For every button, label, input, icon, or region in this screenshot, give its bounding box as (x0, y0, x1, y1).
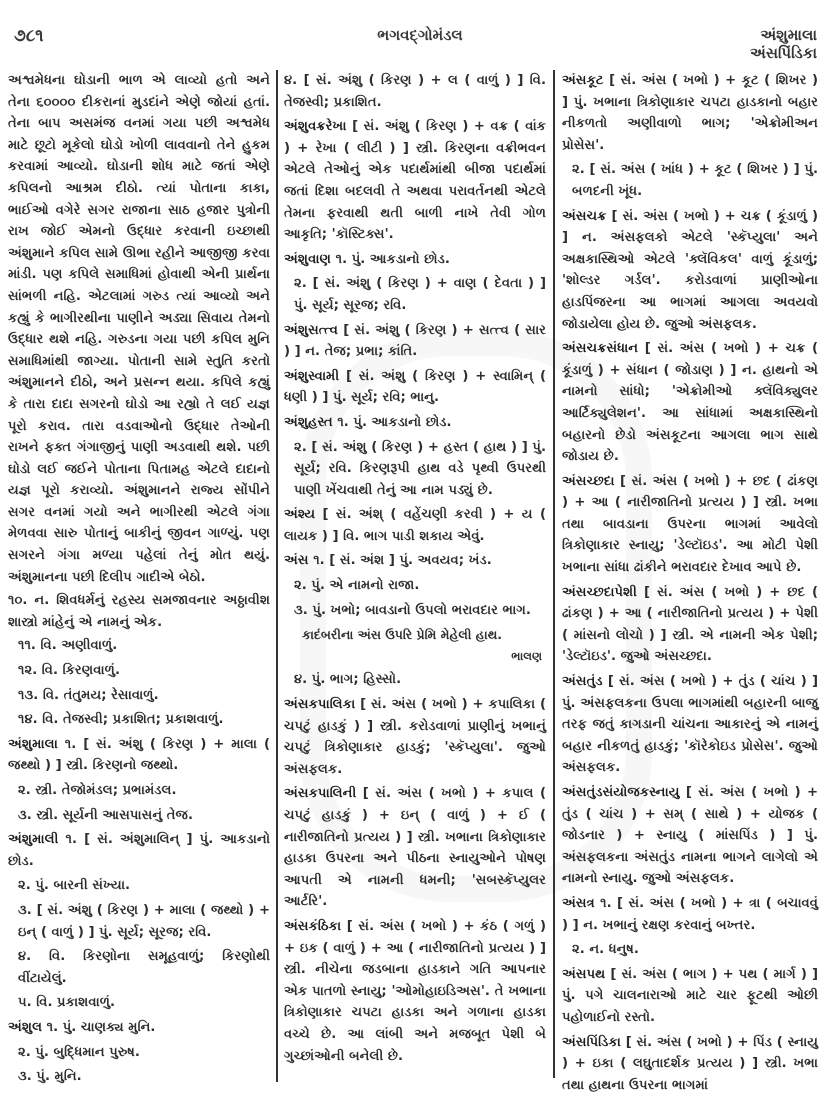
dictionary-entry (284, 320, 546, 363)
page-header (0, 0, 825, 60)
headword: અંશ્ય (284, 507, 316, 523)
headword: અંસકપાલિકા (284, 697, 356, 713)
dictionary-entry (284, 916, 546, 1067)
dictionary-entry (562, 1032, 818, 1097)
guide-word-last: અંસપિંડિકા (750, 44, 817, 62)
dictionary-entry (562, 964, 818, 1029)
dictionary-entry (8, 734, 270, 777)
dictionary-entry (562, 338, 818, 468)
column-divider (276, 70, 278, 1082)
guide-words (750, 26, 817, 62)
definition: [ સં. અંસ ( ખભો ) + તુંડ ( ચાંચ ) + સમ્ ( સાથે ) + યોજક ( જોડનાર ) + સ્નાયુ ( માંસપિંડ ) ] પું. અંસફલકના અંસતુંડ નામના ભાગને લાગેલો એ નામનો સ્નાયુ. જુઓ અંસફલક. (562, 785, 818, 887)
definition: [ સં. અંસ ( ખભો ) + ચક્ર ( કૂંડાળું ) + સંધાન ( જોડાણ ) ] ન. હાથનો એ નામનો સાંધો; 'એક્રોમીઓ ક્લૅવિક્યુલર આર્ટિક્યુલેશન'. આ સાંધામાં અક્ષકાસ્થિનો બહારનો છેડો અંસકૂટના આગલા ભાગ સાથે જોડાય છે. (562, 341, 818, 465)
sense: ૨. પું. બારની સંખ્યા. (18, 878, 131, 894)
definition: [ સં. અંશ્ ( વહેંચણી કરવી ) + ય ( લાયક ) ] વિ. ભાગ પાડી શકાય એવું. (284, 507, 546, 544)
continued-sense: ૪. [ સં. અંશુ ( કિરણ ) + લ ( વાળું ) ] વિ. તેજસ્વી; પ્રકાશિત. (284, 73, 546, 110)
sense: ૩. [ સં. અંશુ ( કિરણ ) + માલા ( જથ્થો ) + ઇન્ ( વાળું ) ] પું. સૂર્ય; સૂરજ; રવિ. (18, 902, 270, 940)
headword: અંશુવાણ (284, 251, 332, 267)
definition: [ સં. અંશુ ( કિરણ ) + સ્વામિન્ ( ધણી ) ] પું. સૂર્ય; રવિ; ભાનુ. (284, 368, 547, 406)
dictionary-entry (284, 249, 546, 271)
dictionary-entry (562, 893, 818, 936)
sense: ૧૦. ન. શિવધર્મનું રહસ્ય સમજાવનાર અઠ્ઠાવીશ શાસ્ત્રો માંહેનું એ નામનું એક. (8, 593, 270, 630)
definition: [ સં. અંસ ( ખભો ) + તુંડ ( ચાંચ ) ] પું. અંસફલકના ઉપલા ભાગમાંથી બહારની બાજુ તરફ જતું કાગડાની ચાંચના આકારનું એ નામનું બહાર નીકળતું હાડકું; 'કૉરેકોઇડ પ્રોસેસ'. જુઓ અંસફલક. (562, 674, 818, 776)
dictionary-entry (284, 783, 546, 913)
headword: અંસત્ર (562, 895, 595, 911)
definition: [ સં. અંસ ( ખભો ) + પિંડ ( સ્નાયુ ) + ઇકા ( લઘુતાદર્શક પ્રત્યય ) ] સ્ત્રી. ખભા તથા હાથના ઉપરના ભાગમાં (562, 1034, 818, 1093)
middle-column (284, 70, 546, 1070)
left-column (8, 70, 270, 1091)
headword: અંસ (284, 553, 309, 569)
dictionary-entry (284, 412, 546, 434)
sense: ૧૧. વિ. અણીવાળું. (18, 638, 118, 654)
dictionary-entry (8, 829, 270, 872)
sense: ૨. પું. એ નામનો રાજા. (294, 578, 420, 594)
headword: અંસકપાલિની (284, 786, 357, 802)
dictionary-entry (284, 366, 546, 409)
headword: અંસચ્છદાપેશી (562, 584, 637, 600)
headword: અંશુહસ્ત (284, 414, 333, 430)
headword: અંશુસત્ત્વ (284, 322, 339, 338)
sense: ૨. પું. બુદ્ધિમાન પુરુષ. (18, 1044, 140, 1060)
headword: અંશુવક્રરેખા (284, 119, 347, 135)
dictionary-entry (284, 550, 546, 572)
continued-paragraph: અશ્વમેધના ઘોડાની ભાળ એ લાવ્યો હતો અને તેના ૬૦૦૦૦ દીકરાનાં મુડદાંને એણે જોયાં હતાં. તેના બાપ અસમંજ વનમાં ગયા પછી અશ્વમેધ માટે છૂટો મૂકેલો ઘોડો ખોળી લાવવાનો તેને હુકમ કરવામાં આવ્યો. ઘોડાની શોધ માટે જતાં એણે કપિલનો આશ્રમ દીઠો. ત્યાં પોતાના કાકા, ભાઈઓ વગેરે સગર રાજાના સાઠ હજાર પુત્રોની રાખ જોઈ એમનો ઉદ્ધાર કરવાની ઇચ્છાથી અંશુમાને કપિલ સામે ઊભા રહીને આજીજી કરવા માંડી. પણ કપિલે સમાધિમાં હોવાથી એની પ્રાર્થના સાંભળી નહિ. એટલામાં ગરુડ ત્યાં આવ્યો અને કહ્યું કે ભાગીરથીના પાણીને અડ્યા સિવાય તેમનો ઉદ્ધાર થશે નહિ. ગરુડના ગયા પછી કપિલ મુનિ સમાધિમાંથી જાગ્યા. પોતાની સામે સ્તુતિ કરતો અંશુમાનને દીઠો, અને પ્રસન્ન થયા. કપિલે કહ્યું કે તારા દાદા સગરનો ઘોડો આ રહ્યો તે લઈ યજ્ઞ પૂરો કરાવ. તારા વડવાઓનો ઉદ્ધાર તેઓની રાખને ફક્ત ગંગાજીનું પાણી અડવાથી થશે. પછી ઘોડો લઈ જઈને પોતાના પિતામહ એટલે દાદાનો યજ્ઞ પૂરો કરાવ્યો. અંશુમાનને રાજ્ય સોંપીને સગર વનમાં ગયો અને ભાગીરથી એટલે ગંગા મેળવવા સારુ પોતાનું બાકીનું જીવન ગાળ્યું. પણ સગરને ગંગા મળ્યા પહેલાં તેનું મોત થયું. અંશુમાનના પછી દિલીપ ગાદીએ બેઠો. (8, 73, 270, 585)
definition: ૧. [ સં. અંશ ] પું. અવયવ; ખંડ. (313, 553, 492, 569)
dictionary-entry (562, 206, 818, 336)
definition: [ સં. અંસ ( ખભો ) + છદ ( ઢાંકણ ) + આ ( નારીજાતિનો પ્રત્યય ) + પેશી ( માંસનો લોચો ) ] સ્ત્રી. એ નામની એક પેશી; 'ડેલ્ટૉઇડ'. જુઓ અંસચ્છદા. (562, 584, 818, 665)
dictionary-entry (562, 582, 818, 668)
headword: અંસતુંડસંયોજકસ્નાયુ (562, 785, 680, 800)
citation-quote: કાદંબરીના અંસ ઉપરિ પ્રેમિ મેહેલી હાથ. (302, 627, 503, 643)
sense: ૨. [ સં. અંશુ ( કિરણ ) + વાણ ( દેવતા ) ] પું. સૂર્ય; સૂરજ; રવિ. (294, 276, 546, 313)
sense: ૪. પું. ભાગ; હિસ્સો. (294, 672, 402, 688)
sense: ૩. સ્ત્રી. સૂર્યની આસપાસનું તેજ. (18, 807, 193, 823)
headword: અંસકૂટ (562, 73, 604, 88)
dictionary-entry (562, 671, 818, 779)
headword: અંસચક્ર (562, 208, 607, 224)
definition: ૧. [ સં. અંસ ( ખભો ) + ત્રા ( બચાવવું ) ] ન. ખભાનું રક્ષણ કરવાનું બખ્તર. (562, 895, 818, 933)
right-column (562, 70, 818, 1099)
sense: ૫. વિ. પ્રકાશવાળું. (18, 995, 116, 1011)
definition: ૧. પું. ચાણક્ય મુનિ. (46, 1019, 156, 1035)
headword: અંશુમાલી (8, 832, 59, 848)
sense: ૧૩. વિ. તંતુમય; રેસાવાળું. (18, 687, 159, 703)
definition: ૧. પું. આકડાનો છોડ. (335, 251, 450, 267)
dictionary-entry (562, 471, 818, 579)
sense: ૧૪. વિ. તેજસ્વી; પ્રકાશિત; પ્રકાશવાળું. (18, 712, 224, 728)
headword: અંસચક્રસંધાન (562, 341, 639, 357)
headword: અંસપથ (562, 966, 606, 982)
headword: અંસતુંડ (562, 674, 603, 690)
definition: [ સં. અંસ ( ભાગ ) + પથ ( માર્ગ ) ] પું. પગે ચાલનારાઓ માટે ચાર ફૂટથી ઓછી પહોળાઈનો રસ્તો. (562, 966, 818, 1025)
definition: [ સં. અંસ ( ખભો ) + ચક્ર ( કૂંડાળું ) ] ન. અંસફલકો એટલે 'સ્કૅપ્યુલા' અને અક્ષકાસ્થિઓ એટલે 'ક્લૅવિકલ' વાળું કૂંડાળું; 'શોલ્ડર ગર્ડલ'. કરોડવાળાં પ્રાણીઓના હાડપિંજરના આ ભાગમાં આગલા અવયવો જોડાયેલા હોય છે. જુઓ અંસફલક. (562, 208, 819, 332)
citation-source: ભાલણ (511, 648, 542, 663)
dictionary-entry (284, 116, 546, 246)
definition: [ સં. અંશુ ( કિરણ ) + વક્ર ( વાંક ) + રેખા ( લીટી ) ] સ્ત્રી. કિરણના વક્રીભવન એટલે તેઓનું એક પદાર્થમાંથી બીજા પદાર્થમાં જતાં દિશા બદલવી તે અથવા પરાવર્તનથી એટલે તેમના ફરવાથી થતી બાળી નાખે તેવી ગોળ આકૃતિ; 'કૉસ્ટિક્સ'. (284, 119, 546, 243)
headword: અંસકંઠિકા (284, 918, 342, 934)
dictionary-entry (284, 504, 546, 547)
headword: અંશુલ (8, 1019, 43, 1035)
sense: ૨. સ્ત્રી. તેજોમંડલ; પ્રભામંડલ. (18, 783, 177, 798)
dictionary-entry (8, 1017, 270, 1039)
definition: ૧. [ સં. અંશુ ( કિરણ ) + માલા ( જથ્થો ) ] સ્ત્રી. કિરણનો જથ્થો. (8, 736, 271, 774)
page-number: ૭૮૧ (14, 26, 44, 46)
sense: ૪. વિ. કિરણોના સમૂહવાળું; કિરણોથી વીંટાયેલું. (18, 949, 270, 986)
definition: [ સં. અંસ ( ખભો ) + કપાલ ( ચપટું હાડકું ) + ઇન્ ( વાળું ) + ઈ ( નારીજાતિનો પ્રત્યય ) ] સ્ત્રી. ખભાના ત્રિકોણાકાર હાડકા ઉપરના અને પીઠના સ્નાયુઓને પોષણ આપતી એ નામની ધમની; 'સબસ્કૅપ્યુલર આર્ટરિ'. (284, 786, 547, 910)
headword: અંશુસ્વામી (284, 368, 340, 384)
sense: ૨. [ સં. અંશુ ( કિરણ ) + હસ્ત ( હાથ ) ] પું. સૂર્ય; રવિ. કિરણરૂપી હાથ વડે પૃથ્વી ઉપરથી પાણી ખેંચવાથી તેનું આ નામ પડ્યું છે. (294, 439, 546, 498)
definition: [ સં. અંસ ( ખભો ) + કંઠ ( ગળું ) + ઇક ( વાળું ) + આ ( નારીજાતિનો પ્રત્યય ) ] સ્ત્રી. નીચેના જડબાના હાડકાને ગતિ આપનાર એક પાતળો સ્નાયુ; 'ઓમોહાઇડિઅસ'. તે ખભાના ત્રિકોણાકાર ચપટા હાડકા અને ગળાના હાડકા વચ્ચે છે. આ લાંબી અને મજબૂત પેશી બે ગુચ્છાંઓની બનેલી છે. (284, 918, 547, 1064)
definition: [ સં. અંશુ ( કિરણ ) + સત્ત્વ ( સાર ) ] ન. તેજ; પ્રભા; કાંતિ. (284, 322, 547, 360)
definition: [ સં. અંસ ( ખભો ) + કપાલિકા ( ચપટું હાડકું ) ] સ્ત્રી. કરોડવાળાં પ્રાણીનું ખભાનું ચપટું ત્રિકોણાકાર હાડકું; 'સ્કૅપ્યુલા'. જુઓ અંસફલક. (284, 697, 547, 777)
dictionary-entry (562, 70, 818, 156)
dictionary-entry (562, 782, 818, 890)
headword: અંસચ્છદા (562, 473, 615, 489)
sense: ૨. [ સં. અંસ ( ખાંધ ) + કૂટ ( શિખર ) ] પું. બળદની ખૂંધ. (572, 162, 818, 199)
dictionary-entry (284, 694, 546, 780)
definition: [ સં. અંસ ( ખભો ) + કૂટ ( શિખર ) ] પું. ખભાના ત્રિકોણાકાર ચપટા હાડકાનો બહાર નીકળતો અણીવાળો ભાગ; 'એક્રોમીઅન પ્રોસેસ'. (562, 73, 818, 153)
definition: ૧. [ સં. અંશુમાલિન્ ] પું. આકડાનો છોડ. (8, 832, 270, 869)
definition: ૧. પું. આકડાનો છોડ. (337, 414, 452, 430)
column-divider (553, 70, 555, 1078)
definition: [ સં. અંસ ( ખભો ) + છદ ( ઢાંકણ ) + આ ( નારીજાતિનો પ્રત્યય ) ] સ્ત્રી. ખભા તથા બાવડાના ઉપરના ભાગમાં આવેલો ત્રિકોણાકાર સ્નાયુ; 'ડેલ્ટૉઇડ'. આ મોટી પેશી ખભાના સાંધા ઢાંકીને ભરાવદાર દેખાવ આપે છે. (562, 473, 818, 576)
book-title: ભગવદ્ગોમંડલ (377, 26, 463, 44)
headword: અંશુમાલા (8, 736, 58, 752)
sense: ૨. ન. ધનુષ. (572, 942, 639, 958)
sense: ૧૨. વિ. કિરણવાળું. (18, 663, 120, 679)
guide-word-first: અંશુમાલા (760, 26, 817, 44)
sense: ૩. પું. ખભો; બાવડાનો ઉપલો ભરાવદાર ભાગ. (294, 602, 531, 618)
sense: ૩. પું. મુનિ. (18, 1069, 82, 1085)
headword: અંસપિંડિકા (562, 1034, 621, 1050)
